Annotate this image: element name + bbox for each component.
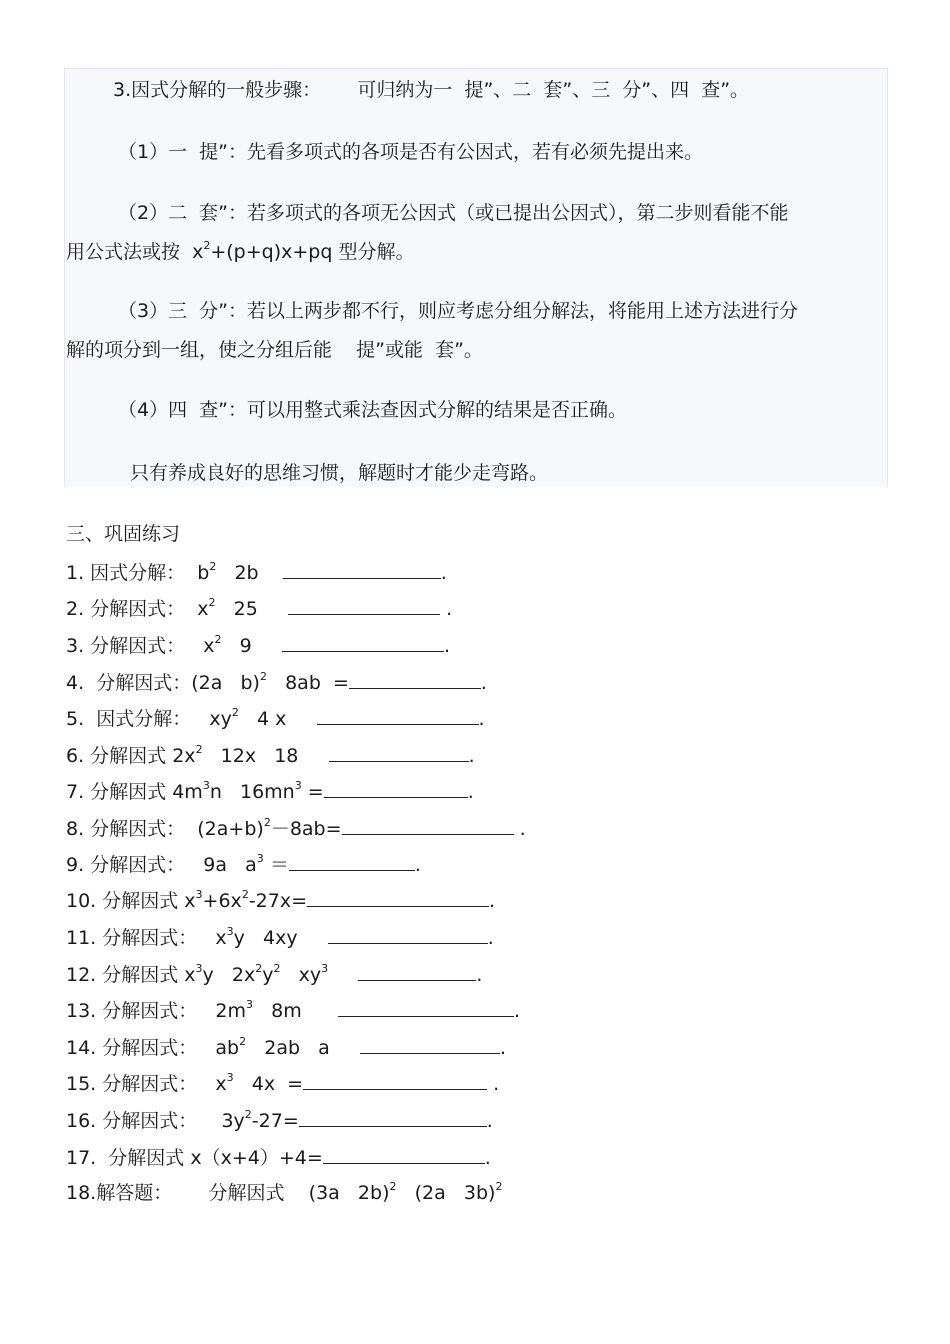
expression: 9a a [203,854,257,876]
period: . [478,708,485,730]
expression: (2a+b) [197,818,264,840]
exercise-label: 10. 分解因式 [66,890,185,912]
period: . [486,1110,493,1132]
expression: 8m [253,1000,302,1022]
exercise-label: 6. 分解因式 [66,745,173,767]
exercise-5 [66,706,485,734]
period: . [440,562,447,584]
exercise-2 [66,596,452,624]
answer-blank[interactable] [288,596,440,615]
superscript: 3 [256,852,264,865]
intro-conclusion: 只有养成良好的思维习惯，解题时才能少走弯路。 [130,462,549,484]
period: . [500,1037,507,1059]
method-summary-box [64,68,888,487]
exercise-18 [66,1181,502,1208]
superscript: 2 [255,962,263,975]
intro-step-3-line1: （3）三 分”：若以上两步都不行，则应考虑分组分解法，将能用上述方法进行分 [118,300,799,322]
superscript: 2 [273,962,281,975]
expression: 3y [221,1110,245,1132]
intro-step-2-text: +(p+q)x+pq 型分解。 [210,241,415,263]
answer-blank[interactable] [317,706,479,725]
exercise-8 [66,816,526,844]
exercise-label: 16. 分解因式： [66,1110,198,1132]
exercise-11 [66,925,494,953]
expression: x [184,890,196,912]
answer-blank[interactable] [324,779,468,798]
exercise-15 [66,1071,499,1099]
expression: y 4xy [233,927,298,949]
superscript: 3 [226,1071,234,1084]
period: . [489,890,496,912]
expression: x [203,635,215,657]
period: . [476,964,483,986]
exercise-1 [66,560,447,588]
intro-step-2-line2 [66,240,414,267]
answer-blank[interactable] [303,1071,487,1090]
exercise-label: 8. 分解因式： [66,818,186,840]
answer-blank[interactable] [349,670,481,689]
superscript: 3 [321,962,329,975]
expression: 4m [172,781,203,803]
exercise-instruction: 分解因式 [208,1182,285,1204]
expression: ＝ [263,854,289,876]
expression: (2a 3b) [396,1182,496,1204]
superscript: 3 [246,998,253,1011]
expression: xy [280,964,322,986]
expression: = [301,781,324,803]
superscript: 2 [208,596,216,609]
expression: -27= [251,1110,299,1132]
superscript: 2 [214,633,222,646]
expression: y [262,964,274,986]
expression: b [197,562,210,584]
exercise-4 [66,670,487,698]
exercise-label: 7. 分解因式 [66,781,173,803]
answer-blank[interactable] [289,852,415,871]
exercise-label: 2. 分解因式： [66,598,186,620]
period: . [414,854,421,876]
period: . [443,635,451,657]
superscript: 2 [209,560,217,573]
period: . [513,1000,521,1022]
superscript: 3 [195,962,203,975]
intro-step-3-line2: 解的项分到一组，使之分组后能 提”或能 套”。 [66,339,483,361]
exercise-16 [66,1108,493,1136]
superscript: 2 [495,1180,503,1193]
exercise-3 [66,633,450,661]
answer-blank[interactable] [329,743,469,762]
superscript: 2 [259,670,267,683]
expression: +6x [202,890,242,912]
answer-blank[interactable] [358,962,476,981]
answer-blank[interactable] [342,816,514,835]
superscript: 2 [195,743,203,756]
answer-blank[interactable] [283,560,441,579]
expression: (2a b) [191,672,260,694]
superscript: 2 [263,816,271,829]
exercise-label: 4. 分解因式： [66,672,192,694]
intro-step-4: （4）四 查”：可以用整式乘法查因式分解的结果是否正确。 [118,399,628,421]
exercise-9 [66,852,421,880]
intro-step-1: （1）一 提”：先看多项式的各项是否有公因式，若有必须先提出来。 [118,141,704,163]
answer-blank[interactable] [307,888,489,907]
exercise-label: 9. 分解因式： [66,854,186,876]
period: . [487,927,494,949]
period: . [493,1073,500,1095]
answer-blank[interactable] [323,1145,485,1164]
expression: x [197,598,209,620]
superscript: 2 [241,888,249,901]
exercise-13 [66,998,520,1026]
exercise-label: 5. 因式分解： [66,708,192,730]
expression: 4x = [233,1073,304,1095]
period: . [468,745,475,767]
superscript: 3 [195,888,203,901]
expression: n 16mn [209,781,295,803]
expression: 2m [215,1000,246,1022]
exercise-7 [66,779,474,807]
exercise-6 [66,743,475,771]
expression: 25 [215,598,258,620]
expression: x [215,927,227,949]
exercise-label: 13. 分解因式： [66,1000,198,1022]
superscript: 3 [294,779,302,792]
expression: x（x+4）+4= [190,1147,323,1169]
exercise-label: 15. 分解因式： [66,1073,198,1095]
answer-blank[interactable] [282,633,444,652]
period: . [480,672,487,694]
expression: (3a 2b) [308,1182,390,1204]
section-title: 三、巩固练习 [66,523,181,545]
exercise-label: 1. 因式分解： [66,562,186,584]
exercise-14 [66,1035,506,1063]
expression: 12x 18 [202,745,299,767]
period: . [484,1147,491,1169]
superscript: 3 [202,779,210,792]
exercise-label: 3. 分解因式： [66,635,186,657]
superscript: 2 [389,1180,397,1193]
expression: x [184,964,196,986]
exercise-label: 11. 分解因式： [66,927,198,949]
expression: 2b [216,562,259,584]
intro-step-2-text: 用公式法或按 x [66,241,204,263]
expression: ab [215,1037,240,1059]
superscript: 2 [203,239,211,252]
expression: y 2x [202,964,256,986]
intro-step-2-line1: （2）二 套”：若多项式的各项无公因式（或已提出公因式），第二步则看能不能 [118,202,789,224]
expression: 9 [221,635,252,657]
expression: x [215,1073,227,1095]
expression: －8ab= [270,818,342,840]
exercise-label: 18.解答题： [66,1182,173,1204]
answer-blank[interactable] [338,998,514,1017]
expression: xy [209,708,232,730]
period: . [446,598,453,620]
expression: -27x= [248,890,308,912]
superscript: 2 [244,1108,252,1121]
exercise-label: 17. 分解因式 [66,1147,191,1169]
answer-blank[interactable] [328,925,488,944]
expression: 4 x [238,708,287,730]
intro-step-title: 3.因式分解的一般步骤： 可归纳为一 提”、二 套”、三 分”、四 查”。 [113,79,750,101]
superscript: 2 [239,1035,247,1048]
exercise-label: 12. 分解因式 [66,964,185,986]
answer-blank[interactable] [299,1108,487,1127]
exercise-10 [66,888,495,916]
exercise-12 [66,962,482,990]
expression: 2ab a [246,1037,330,1059]
expression: 8ab = [266,672,349,694]
period: . [519,818,526,840]
expression: 2x [172,745,196,767]
superscript: 2 [231,706,239,719]
superscript: 3 [226,925,234,938]
exercise-label: 14. 分解因式： [66,1037,198,1059]
exercise-17 [66,1145,491,1170]
period: . [467,781,474,803]
answer-blank[interactable] [360,1035,500,1054]
